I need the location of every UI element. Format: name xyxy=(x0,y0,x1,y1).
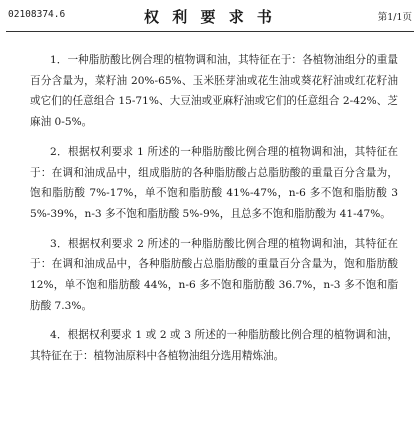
claims-body xyxy=(30,50,398,376)
document-title: 权 利 要 求 书 xyxy=(144,8,276,26)
document-number: 02108374.6 xyxy=(8,9,66,20)
claim-2: 2．根据权利要求 1 所述的一种脂肪酸比例合理的植物调和油，其特征在于：在调和油成品中，组成脂肪的各种脂肪酸占总脂肪酸的重量百分含量为，饱和脂肪酸 7%-17%，单不饱和脂肪酸 41%-47%，n-6 多不饱和脂肪酸 35%-39%，n-3 多不饱和脂肪酸 5%-9%，且总多不饱和脂肪酸为 41-47%。 xyxy=(30,145,398,220)
page-header xyxy=(0,0,420,30)
page-number: 第1/1页 xyxy=(377,12,412,23)
header-divider xyxy=(6,31,414,32)
claim-1: 1．一种脂肪酸比例合理的植物调和油，其特征在于：各植物油组分的重量百分含量为，菜籽油 20%-65%、玉米胚芽油或花生油或葵花籽油或红花籽油或它们的任意组合 15-71%、大豆油或亚麻籽油或它们的任意组合 2-42%、芝麻油 0-5%。 xyxy=(30,54,398,129)
claim-4: 4．根据权利要求 1 或 2 或 3 所述的一种脂肪酸比例合理的植物调和油，其特征在于：植物油原料中各植物油组分选用精炼油。 xyxy=(30,329,398,363)
claim-3: 3．根据权利要求 2 所述的一种脂肪酸比例合理的植物调和油，其特征在于：在调和油成品中，各种脂肪酸占总脂肪酸的重量百分含量为，饱和脂肪酸 12%，单不饱和脂肪酸 44%，n-6 多不饱和脂肪酸 36.7%，n-3 多不饱和脂肪酸 7.3%。 xyxy=(30,237,398,312)
